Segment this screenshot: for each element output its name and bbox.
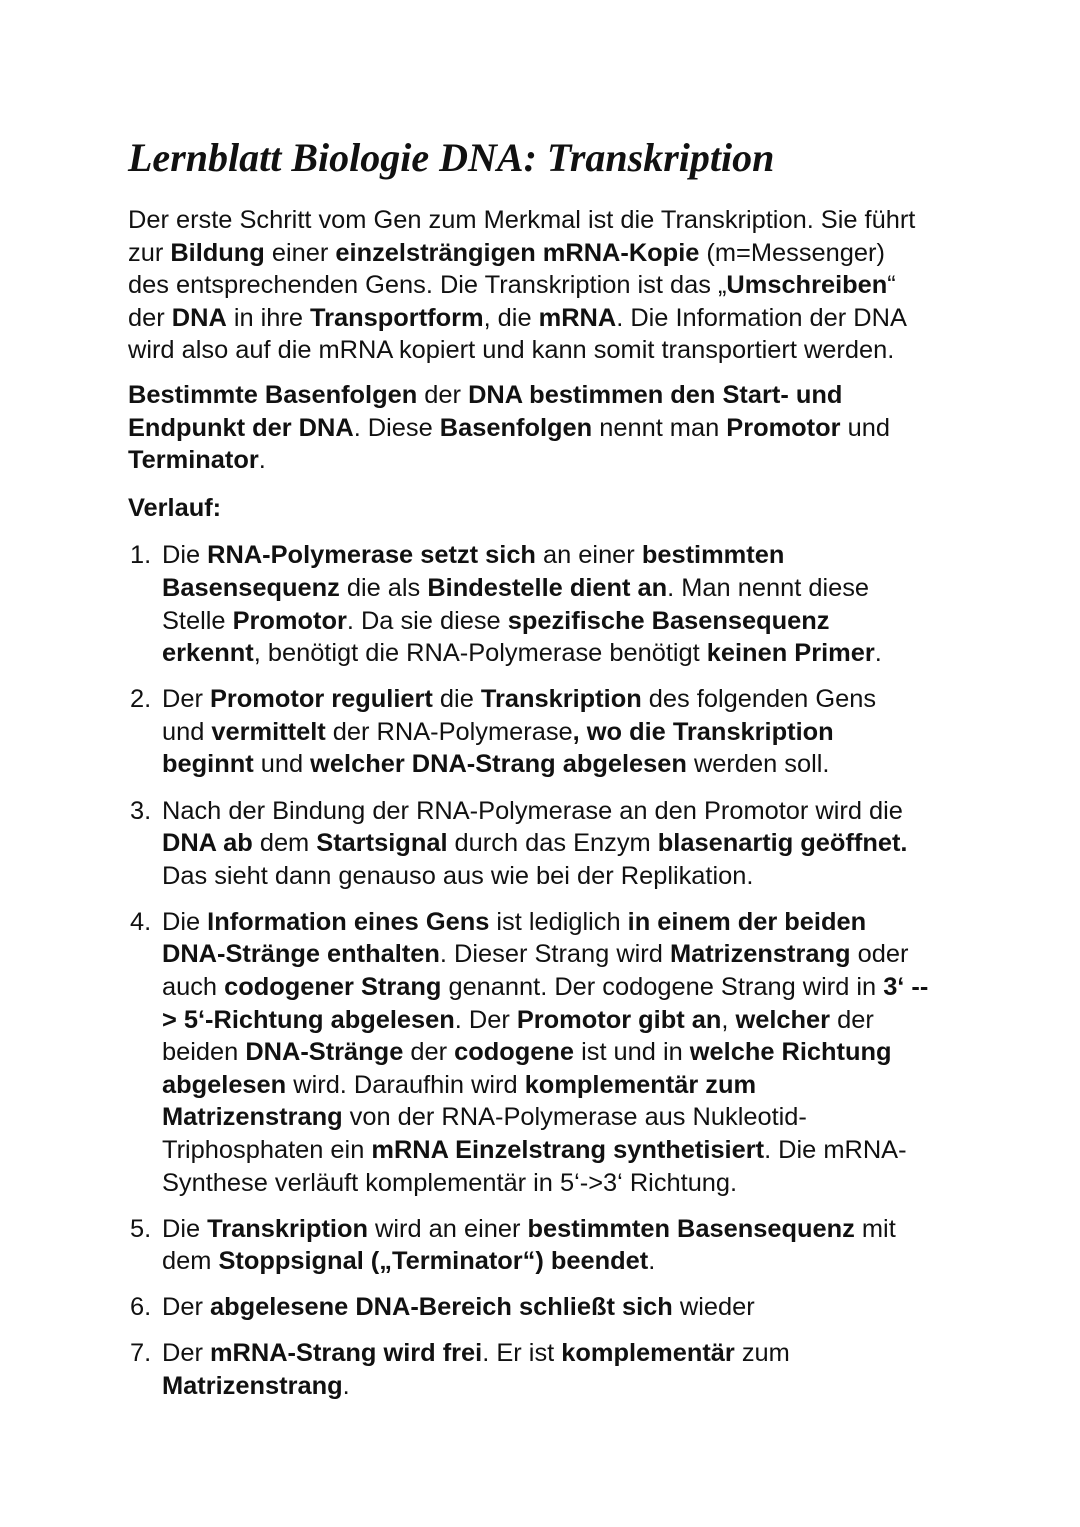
text: Triphosphaten ein xyxy=(162,1135,372,1164)
bold-text: Matrizenstrang xyxy=(162,1103,343,1132)
list-item xyxy=(128,1291,1080,1324)
bold-text: Matrizenstrang xyxy=(162,1372,343,1400)
list-item-number: 3. xyxy=(130,796,152,825)
text: und xyxy=(840,413,890,442)
text: dem xyxy=(162,1247,219,1276)
bold-text: abgelesene DNA-Bereich schließt sich xyxy=(209,1293,673,1322)
text: . Die mRNA- xyxy=(764,1135,907,1164)
text: Nach der Bindung der RNA-Polymerase an den Promotor wird die xyxy=(162,796,903,825)
text-line xyxy=(162,683,1080,716)
basenfolgen-paragraph xyxy=(128,379,1080,477)
text-line xyxy=(162,827,1080,860)
text-line xyxy=(162,1167,1080,1200)
text-line xyxy=(162,1370,1080,1403)
bold-text: welcher DNA-Strang abgelesen xyxy=(310,750,687,779)
text: die xyxy=(432,685,481,714)
text: Die xyxy=(162,1214,208,1243)
text: die als xyxy=(339,573,428,602)
text-line xyxy=(162,795,1080,828)
text: und xyxy=(253,750,311,779)
text: Der xyxy=(162,685,210,714)
bold-text: bestimmten Basensequenz xyxy=(527,1214,855,1243)
bold-text: Startsignal xyxy=(316,829,448,858)
bold-text: mRNA Einzelstrang synthetisiert xyxy=(371,1135,765,1164)
text: dem xyxy=(252,829,317,858)
text: . Diese xyxy=(353,413,440,442)
bold-text: codogener Strang xyxy=(224,972,442,1001)
bold-text: Matrizenstrang xyxy=(669,940,851,969)
text: wird also auf die mRNA kopiert und kann somit transportiert werden. xyxy=(128,336,895,365)
text: Die xyxy=(162,541,208,570)
list-item xyxy=(128,1337,1080,1402)
text: der xyxy=(403,1038,455,1067)
text-line xyxy=(162,716,1080,749)
bold-text: keinen Primer xyxy=(706,639,875,668)
text-line xyxy=(162,1069,1080,1102)
text: der xyxy=(417,380,469,409)
bold-text: RNA-Polymerase setzt sich xyxy=(207,541,536,570)
list-item-number: 5. xyxy=(130,1214,152,1243)
bold-text: abgelesen xyxy=(162,1070,287,1099)
text: , benötigt die RNA-Polymerase benötigt xyxy=(253,639,707,668)
bold-text: vermittelt xyxy=(211,717,326,746)
text: werden soll. xyxy=(686,750,830,779)
bold-text: Promotor xyxy=(726,413,841,442)
list-item-number: 2. xyxy=(130,685,152,714)
text: zur xyxy=(128,238,171,267)
text: Der xyxy=(162,1293,210,1322)
text: . Die Information der DNA xyxy=(616,303,907,332)
bold-text: mRNA-Strang wird frei xyxy=(209,1339,483,1368)
text: der xyxy=(128,303,172,332)
text: wieder xyxy=(672,1293,755,1322)
list-item-text xyxy=(162,539,1080,669)
text: wird. Daraufhin wird xyxy=(286,1070,525,1099)
bold-text: Promotor reguliert xyxy=(209,685,433,714)
bold-text: Promotor xyxy=(232,606,347,635)
text: . xyxy=(648,1247,656,1276)
bold-text: Bestimmte Basenfolgen xyxy=(128,380,418,409)
bold-text: DNA ab xyxy=(162,829,253,858)
bold-text: welche Richtung xyxy=(689,1038,892,1067)
list-item xyxy=(128,1213,1080,1278)
text: Synthese verläuft komplementär in 5‘->3‘ Richtung. xyxy=(162,1168,738,1197)
list-item-number: 4. xyxy=(130,907,152,936)
text-line xyxy=(128,237,1080,270)
bold-text: DNA xyxy=(171,303,227,332)
bold-text: komplementär zum xyxy=(524,1070,757,1099)
bold-text: erkennt xyxy=(162,639,254,668)
list-item-text xyxy=(162,1213,1080,1278)
list-item-number: 7. xyxy=(130,1339,152,1368)
text-line xyxy=(162,605,1080,638)
text-line xyxy=(128,204,1080,237)
text-line xyxy=(162,860,1080,893)
text: genannt. Der codogene Strang wird in xyxy=(441,972,884,1001)
bold-text: codogene xyxy=(454,1038,575,1067)
text: und xyxy=(162,717,212,746)
text-line xyxy=(128,334,1080,367)
section-heading: Verlauf: xyxy=(128,493,222,522)
text: des folgenden Gens xyxy=(641,685,877,714)
bold-text: Umschreiben xyxy=(726,271,888,300)
text: , die xyxy=(483,303,539,332)
text: oder xyxy=(850,940,909,969)
bold-text: Bildung xyxy=(170,238,265,267)
list-item xyxy=(128,539,1080,669)
bold-text: > 5‘-Richtung abgelesen xyxy=(162,1005,455,1034)
list-item-number: 6. xyxy=(130,1293,152,1322)
bold-text: , wo die Transkription xyxy=(572,717,834,746)
bold-text: mRNA xyxy=(538,303,617,332)
list-item-text xyxy=(162,1291,1080,1324)
text-line xyxy=(162,938,1080,971)
text: Stelle xyxy=(162,606,233,635)
text: auch xyxy=(162,972,225,1001)
text: zum xyxy=(734,1339,790,1368)
list-item-text xyxy=(162,1337,1080,1402)
list-item-text xyxy=(162,795,1080,893)
text: in ihre xyxy=(226,303,311,332)
list-item-text xyxy=(162,906,1080,1199)
bold-text: Transportform xyxy=(310,303,484,332)
bold-text: spezifische Basensequenz xyxy=(507,606,830,635)
text-line xyxy=(162,1036,1080,1069)
bold-text: beginnt xyxy=(162,750,254,779)
text-line xyxy=(162,572,1080,605)
text-line xyxy=(128,302,1080,335)
bold-text: 3‘ -- xyxy=(883,972,929,1001)
bold-text: einzelsträngigen mRNA-Kopie xyxy=(335,238,700,267)
text-line xyxy=(162,906,1080,939)
bold-text: Endpunkt der DNA xyxy=(128,413,354,442)
bold-text: blasenartig geöffnet. xyxy=(657,829,908,858)
text: wird an einer xyxy=(368,1214,528,1243)
text: . Da sie diese xyxy=(346,606,508,635)
text: . xyxy=(874,639,882,668)
text: “ xyxy=(887,271,896,300)
bold-text: Terminator xyxy=(128,446,259,475)
bold-text: in einem der beiden xyxy=(627,907,867,936)
bold-text: DNA-Stränge xyxy=(245,1038,404,1067)
bold-text: welcher xyxy=(735,1005,831,1034)
bold-text: Promotor gibt an xyxy=(516,1005,722,1034)
text: durch das Enzym xyxy=(447,829,658,858)
text: ist lediglich xyxy=(489,907,628,936)
text-line xyxy=(162,539,1080,572)
text: Der xyxy=(162,1339,210,1368)
text: . Dieser Strang wird xyxy=(439,940,670,969)
text: , xyxy=(721,1005,736,1034)
intro-paragraph xyxy=(128,204,1080,367)
text: von der RNA-Polymerase aus Nukleotid- xyxy=(342,1103,807,1132)
text: Das sieht dann genauso aus wie bei der Replikation. xyxy=(162,861,754,890)
text: der xyxy=(830,1005,874,1034)
text: . xyxy=(258,446,266,475)
text: ist und in xyxy=(574,1038,690,1067)
bold-text: Transkription xyxy=(480,685,642,714)
list-item xyxy=(128,795,1080,893)
text-line xyxy=(128,444,1080,477)
list-item xyxy=(128,683,1080,781)
bold-text: Bindestelle dient an xyxy=(427,573,668,602)
text: beiden xyxy=(162,1038,246,1067)
text: mit xyxy=(854,1214,896,1243)
bold-text: bestimmten xyxy=(641,541,785,570)
text-line xyxy=(128,379,1080,412)
text-line xyxy=(162,637,1080,670)
text: des entsprechenden Gens. Die Transkription ist das „ xyxy=(128,271,727,300)
steps-list xyxy=(128,539,1080,1402)
text-line xyxy=(162,748,1080,781)
text-line xyxy=(162,1337,1080,1370)
text-line xyxy=(162,1245,1080,1278)
text: (m=Messenger) xyxy=(699,238,885,267)
bold-text: Information eines Gens xyxy=(207,907,490,936)
text: Der erste Schritt vom Gen zum Merkmal ist die Transkription. Sie führt xyxy=(128,206,916,234)
page-title: Lernblatt Biologie DNA: Transkription xyxy=(128,135,775,180)
text: an einer xyxy=(535,541,642,570)
list-item-text xyxy=(162,683,1080,781)
text: Die xyxy=(162,907,208,936)
bold-text: Stoppsignal („Terminator“) beendet xyxy=(218,1247,649,1276)
text-line xyxy=(128,269,1080,302)
text: . Der xyxy=(454,1005,517,1034)
text: . xyxy=(342,1372,350,1400)
list-item xyxy=(128,906,1080,1199)
text: nennt man xyxy=(592,413,727,442)
text: einer xyxy=(264,238,336,267)
bold-text: Transkription xyxy=(207,1214,368,1243)
list-item-number: 1. xyxy=(130,541,152,570)
bold-text: Basenfolgen xyxy=(439,413,593,442)
text-line xyxy=(162,1213,1080,1246)
text-line xyxy=(128,412,1080,445)
text: der RNA-Polymerase xyxy=(325,717,573,746)
bold-text: Basensequenz xyxy=(162,573,340,602)
bold-text: DNA-Stränge enthalten xyxy=(162,940,440,969)
text: . Er ist xyxy=(482,1339,562,1368)
bold-text: DNA bestimmen den Start- und xyxy=(468,380,843,409)
text-line xyxy=(162,1101,1080,1134)
bold-text: komplementär xyxy=(561,1339,735,1368)
text-line xyxy=(162,1004,1080,1037)
text-line xyxy=(162,1134,1080,1167)
text-line xyxy=(162,1291,1080,1324)
text-line xyxy=(162,971,1080,1004)
text: . Man nennt diese xyxy=(667,573,870,602)
